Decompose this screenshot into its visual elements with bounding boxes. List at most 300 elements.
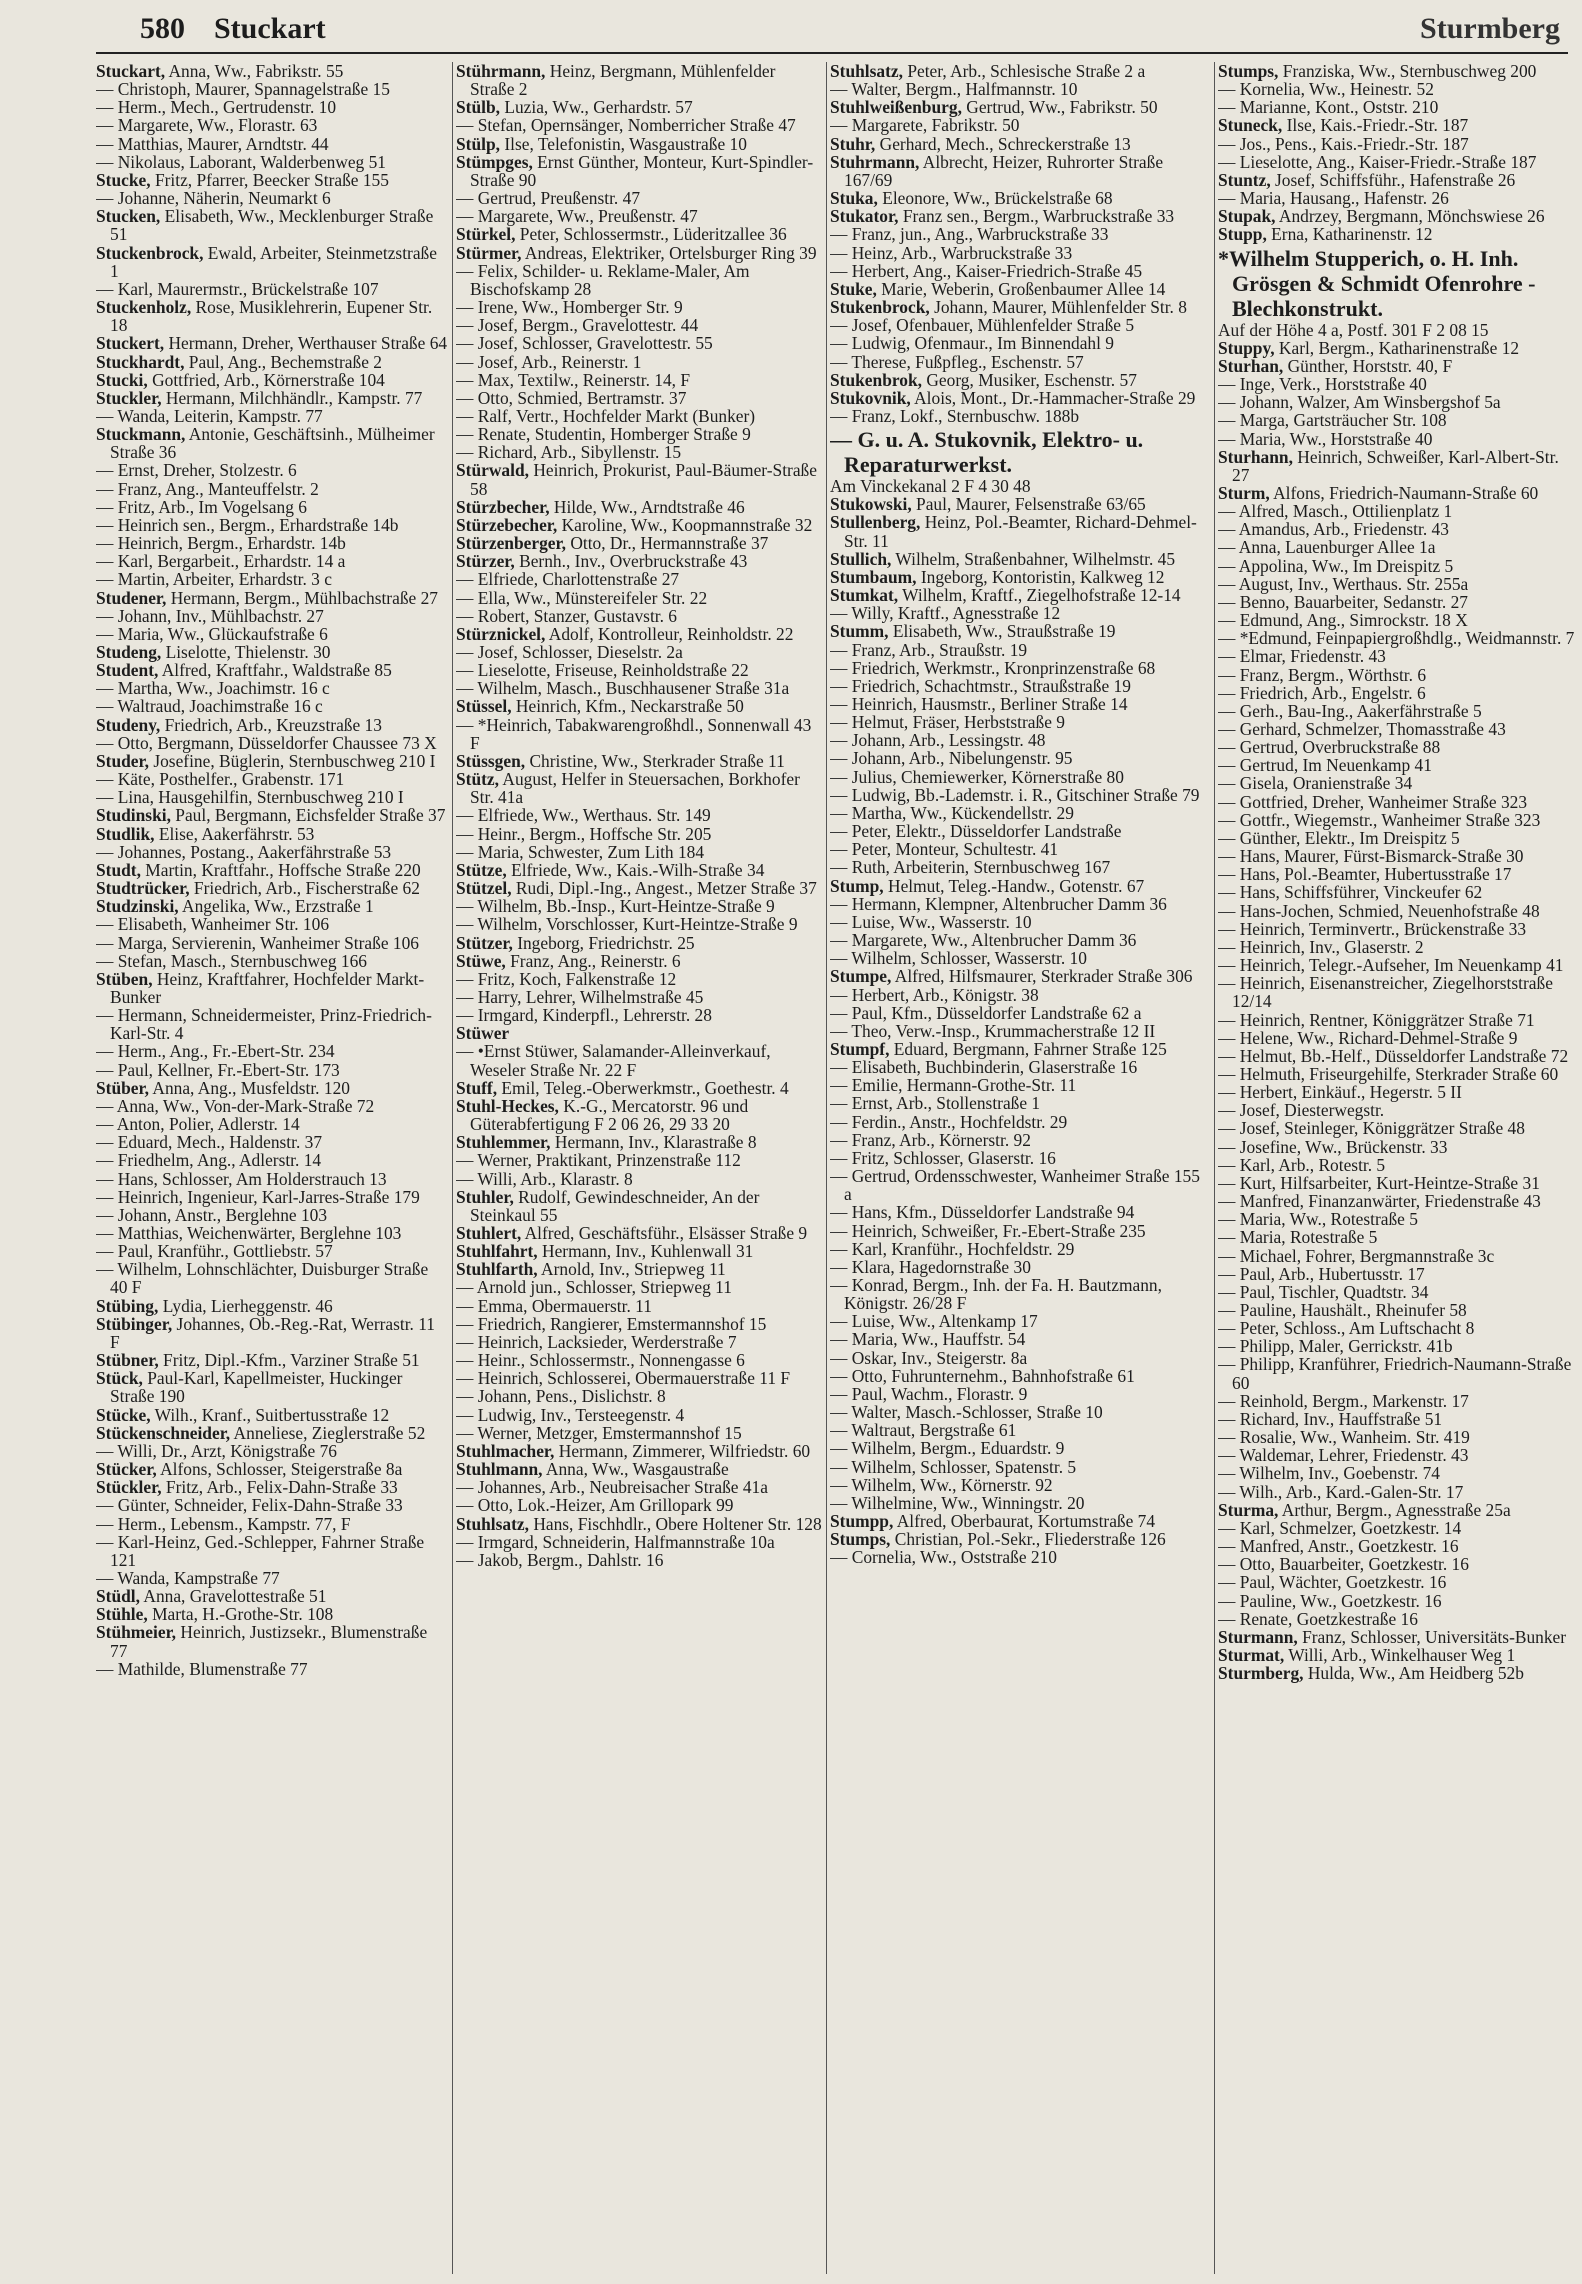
entry-surname: Studer, xyxy=(96,750,149,771)
entry-details: — Oskar, Inv., Steigerstr. 8a xyxy=(830,1347,1028,1368)
entry-details: — Emma, Obermauerstr. 11 xyxy=(456,1295,652,1316)
directory-entry xyxy=(456,806,822,824)
entry-details: — Maria, Hausang., Hafenstr. 26 xyxy=(1218,188,1449,209)
entry-surname: Sturma, xyxy=(1218,1499,1279,1520)
entry-details: — Heinr., Bergm., Hoffsche Str. 205 xyxy=(456,823,712,844)
entry-details: — Klara, Hagedornstraße 30 xyxy=(830,1256,1031,1277)
directory-entry xyxy=(830,153,1210,189)
directory-entry xyxy=(96,207,448,243)
directory-entry xyxy=(96,353,448,371)
directory-entry xyxy=(830,858,1210,876)
entry-details: Am Vinckekanal 2 F 4 30 48 xyxy=(830,476,1031,497)
entry-details: Karoline, Ww., Koopmannstraße 32 xyxy=(557,514,813,535)
entry-details: Rudi, Dipl.-Ing., Angest., Metzer Straße 37 xyxy=(511,878,817,899)
entry-surname: Stuneck, xyxy=(1218,115,1283,136)
entry-details: — Karl, Bergarbeit., Erhardstr. 14 a xyxy=(96,551,346,572)
entry-surname: Stürzenberger, xyxy=(456,533,566,554)
directory-entry xyxy=(96,879,448,897)
entry-surname: Stukowski, xyxy=(830,494,912,515)
entry-details: — Amandus, Arb., Friedenstr. 43 xyxy=(1218,519,1449,540)
entry-details: — Wilhelmine, Ww., Winningstr. 20 xyxy=(830,1492,1085,1513)
entry-details: — Maria, Schwester, Zum Lith 184 xyxy=(456,841,705,862)
entry-details: — Johannes, Postang., Aakerfährstraße 53 xyxy=(96,841,392,862)
entry-details: — Heinrich, Bergm., Erhardstr. 14b xyxy=(96,533,346,554)
entry-surname: Stütze, xyxy=(456,859,507,880)
entry-details: Ilse, Telefonistin, Wasgaustraße 10 xyxy=(500,133,747,154)
directory-entry xyxy=(830,1222,1210,1240)
entry-details: — Otto, Fuhrunternehm., Bahnhofstraße 61 xyxy=(830,1365,1135,1386)
entry-details: — Gottfried, Dreher, Wanheimer Straße 323 xyxy=(1218,791,1528,812)
entry-details: — Hermann, Klempner, Altenbrucher Damm 36 xyxy=(830,893,1167,914)
directory-entry xyxy=(96,516,448,534)
entry-details: — Gertrud, Overbruckstraße 88 xyxy=(1218,737,1441,758)
entry-details: — Stefan, Opernsänger, Nomberricher Straße 47 xyxy=(456,115,796,136)
page-number: 580 xyxy=(140,12,185,45)
entry-surname: Stupak, xyxy=(1218,206,1276,227)
directory-entry xyxy=(1218,375,1580,393)
entry-details: Eduard, Bergmann, Fahrner Straße 125 xyxy=(889,1038,1167,1059)
entry-details: — Josefine, Ww., Brückenstr. 33 xyxy=(1218,1136,1448,1157)
directory-entry xyxy=(96,915,448,933)
directory-entry xyxy=(830,1421,1210,1439)
entry-surname: Sturmberg, xyxy=(1218,1663,1304,1684)
entry-surname: Stuhlfarth, xyxy=(456,1259,538,1280)
directory-entry xyxy=(96,1170,448,1188)
directory-entry xyxy=(96,407,448,425)
entry-surname: Stullenberg, xyxy=(830,512,921,533)
directory-entry xyxy=(456,915,822,933)
directory-entry xyxy=(830,931,1210,949)
entry-details: Paul, Maurer, Felsenstraße 63/65 xyxy=(911,494,1146,515)
directory-entry xyxy=(456,1024,822,1042)
entry-details: Heinrich, Schweißer, Karl-Albert-Str. 27 xyxy=(1232,446,1559,485)
entry-details: — Helmuth, Friseurgehilfe, Sterkrader Straße 60 xyxy=(1218,1063,1559,1084)
entry-details: — Ernst, Arb., Stollenstraße 1 xyxy=(830,1093,1041,1114)
directory-entry xyxy=(456,661,822,679)
directory-entry xyxy=(456,353,822,371)
entry-details: — Friedrich, Arb., Engelstr. 6 xyxy=(1218,682,1426,703)
entry-details: — Werner, Praktikant, Prinzenstraße 112 xyxy=(456,1150,741,1171)
directory-entry xyxy=(1218,1228,1580,1246)
entry-details: — Johanne, Näherin, Neumarkt 6 xyxy=(96,188,331,209)
entry-surname: Stürmer, xyxy=(456,242,522,263)
directory-entry xyxy=(1218,411,1580,429)
directory-entry xyxy=(96,461,448,479)
entry-details: Ingeborg, Kontoristin, Kalkweg 12 xyxy=(916,566,1165,587)
entry-details: — Wilhelm, Ww., Körnerstr. 92 xyxy=(830,1474,1053,1495)
directory-entry xyxy=(1218,1519,1580,1537)
entry-details: Alfred, Kraftfahr., Waldstraße 85 xyxy=(158,660,392,681)
directory-entry xyxy=(830,622,1210,640)
directory-entry xyxy=(1218,1210,1580,1228)
entry-surname: Stuke, xyxy=(830,278,877,299)
entry-details: Paul-Karl, Kapellmeister, Huckinger Straße 190 xyxy=(110,1368,403,1407)
left-keyword: Stuckart xyxy=(214,12,326,45)
entry-details: Elisabeth, Ww., Straußstraße 19 xyxy=(888,621,1116,642)
directory-entry xyxy=(96,1042,448,1060)
directory-entry xyxy=(830,1476,1210,1494)
entry-details: Hermann, Bergm., Mühlbachstraße 27 xyxy=(166,587,438,608)
entry-details: — Harry, Lehrer, Wilhelmstraße 45 xyxy=(456,986,704,1007)
directory-entry xyxy=(456,679,822,697)
directory-entry xyxy=(96,1242,448,1260)
entry-surname: Stukenbrock, xyxy=(830,297,930,318)
directory-entry xyxy=(96,697,448,715)
entry-details: — Maria, Ww., Horststraße 40 xyxy=(1218,428,1433,449)
entry-details: — Friedrich, Rangierer, Emstermannshof 15 xyxy=(456,1313,767,1334)
entry-details: — Franz, Bergm., Wörthstr. 6 xyxy=(1218,664,1427,685)
entry-surname: Stübing, xyxy=(96,1295,159,1316)
directory-entry xyxy=(830,513,1210,549)
directory-entry xyxy=(456,861,822,879)
directory-entry xyxy=(1218,246,1580,321)
entry-details: — Heinrich sen., Bergm., Erhardstraße 14b xyxy=(96,514,399,535)
entry-surname: Stühmeier, xyxy=(96,1622,177,1643)
entry-details: Fritz, Arb., Felix-Dahn-Straße 33 xyxy=(161,1477,398,1498)
entry-details: Bernh., Inv., Overbruckstraße 43 xyxy=(514,551,748,572)
directory-entry xyxy=(830,225,1210,243)
entry-details: Andreas, Elektriker, Ortelsburger Ring 39 xyxy=(521,242,817,263)
directory-entry xyxy=(96,1605,448,1623)
entry-surname: Stumkat, xyxy=(830,585,899,606)
entry-details: Martin, Kraftfahr., Hoffsche Straße 220 xyxy=(140,859,421,880)
entry-details: Rudolf, Gewindeschneider, An der Steinkaul 55 xyxy=(470,1186,760,1225)
entry-details: Paul, Bergmann, Eichsfelder Straße 37 xyxy=(170,805,446,826)
entry-details: — Richard, Inv., Hauffstraße 51 xyxy=(1218,1408,1443,1429)
entry-details: Arnold, Inv., Striepweg 11 xyxy=(537,1259,726,1280)
entry-surname: Stülp, xyxy=(456,133,500,154)
directory-entry xyxy=(830,189,1210,207)
entry-details: — Waltraut, Bergstraße 61 xyxy=(830,1420,1017,1441)
directory-entry xyxy=(830,895,1210,913)
entry-details: — Heinr., Schlossermstr., Nonnengasse 6 xyxy=(456,1350,745,1371)
entry-details: — Richard, Arb., Sibyllenstr. 15 xyxy=(456,442,682,463)
entry-details: — Wanda, Leiterin, Kampstr. 77 xyxy=(96,405,323,426)
directory-entry xyxy=(96,1297,448,1315)
entry-surname: Stuntz, xyxy=(1218,169,1271,190)
directory-entry xyxy=(830,298,1210,316)
entry-details: Franziska, Ww., Sternbuschweg 200 xyxy=(1278,62,1537,81)
directory-entry xyxy=(456,407,822,425)
directory-entry xyxy=(96,897,448,915)
directory-entry xyxy=(830,80,1210,98)
entry-details: Alois, Mont., Dr.-Hammacher-Straße 29 xyxy=(910,387,1196,408)
entry-details: Hermann, Milchhändlr., Kampstr. 77 xyxy=(161,387,423,408)
entry-details: — Gertrud, Preußenstr. 47 xyxy=(456,188,641,209)
directory-entry xyxy=(1218,153,1580,171)
entry-details: — Eduard, Mech., Haldenstr. 37 xyxy=(96,1132,323,1153)
entry-details: Ernst Günther, Monteur, Kurt-Spindler-Straße 90 xyxy=(470,151,814,190)
entry-surname: Studlik, xyxy=(96,823,155,844)
entry-details: — Julius, Chemiewerker, Körnerstraße 80 xyxy=(830,766,1124,787)
entry-surname: Stücker, xyxy=(96,1459,157,1480)
entry-details: — Elmar, Friedenstr. 43 xyxy=(1218,646,1386,667)
directory-entry xyxy=(1218,811,1580,829)
entry-details: — Ruth, Arbeiterin, Sternbuschweg 167 xyxy=(830,857,1111,878)
entry-details: — Stefan, Masch., Sternbuschweg 166 xyxy=(96,950,367,971)
entry-surname: Stückenschneider, xyxy=(96,1422,231,1443)
entry-details: Friedrich, Arb., Kreuzstraße 13 xyxy=(160,714,382,735)
entry-surname: Stüdl, xyxy=(96,1586,140,1607)
right-keyword: Sturmberg xyxy=(1420,12,1560,45)
entry-details: — Fritz, Koch, Falkenstraße 12 xyxy=(456,968,677,989)
directory-entry xyxy=(456,516,822,534)
entry-details: — Herm., Lebensm., Kampstr. 77, F xyxy=(96,1513,351,1534)
entry-surname: Stuhlweißenburg, xyxy=(830,97,962,118)
directory-entry xyxy=(830,1113,1210,1131)
entry-details: — Ludwig, Bb.-Lademstr. i. R., Gitschiner Straße 79 xyxy=(830,784,1200,805)
entry-details: — Matthias, Maurer, Arndtstr. 44 xyxy=(96,133,329,154)
directory-entry xyxy=(1218,920,1580,938)
entry-details: Hermann, Inv., Klarastraße 8 xyxy=(550,1132,757,1153)
directory-entry xyxy=(96,770,448,788)
entry-details: Helmut, Teleg.-Handw., Gotenstr. 67 xyxy=(883,875,1145,896)
entry-surname: Stupp, xyxy=(1218,224,1267,245)
directory-entry xyxy=(830,840,1210,858)
entry-details: Antonie, Geschäftsinh., Mülheimer Straße 36 xyxy=(110,424,435,463)
directory-entry xyxy=(1218,1319,1580,1337)
directory-entry xyxy=(1218,80,1580,98)
directory-entry xyxy=(1218,339,1580,357)
entry-details: — Helmut, Fräser, Herbststraße 9 xyxy=(830,712,1065,733)
entry-surname: Stucki, xyxy=(96,369,148,390)
directory-entry xyxy=(830,116,1210,134)
directory-entry xyxy=(456,1297,822,1315)
directory-entry xyxy=(96,1424,448,1442)
directory-entry xyxy=(1218,116,1580,134)
column-divider xyxy=(826,62,827,2274)
entry-details: — Wilhelm, Vorschlosser, Kurt-Heintze-Straße 9 xyxy=(456,914,798,935)
entry-details: — Fritz, Arb., Im Vogelsang 6 xyxy=(96,496,307,517)
entry-details: Ingeborg, Friedrichstr. 25 xyxy=(512,932,695,953)
entry-surname: Stukenbrok, xyxy=(830,369,922,390)
entry-details: — Alfred, Masch., Ottilienplatz 1 xyxy=(1218,501,1453,522)
directory-entry xyxy=(830,1439,1210,1457)
directory-entry xyxy=(830,1076,1210,1094)
directory-entry xyxy=(1218,1628,1580,1646)
column-divider xyxy=(1214,62,1215,2274)
entry-details: Peter, Arb., Schlesische Straße 2 a xyxy=(902,62,1146,81)
entry-surname: Stumpf, xyxy=(830,1038,890,1059)
directory-entry xyxy=(96,1460,448,1478)
entry-details: — Gisela, Oranienstraße 34 xyxy=(1218,773,1413,794)
entry-details: — Heinrich, Eisenanstreicher, Ziegelhorststraße 12/14 xyxy=(1218,973,1553,1012)
entry-details: — Hans, Maurer, Fürst-Bismarck-Straße 30 xyxy=(1218,846,1524,867)
entry-details: — *Edmund, Feinpapiergroßhdlg., Weidmannstr. 7 xyxy=(1218,628,1575,649)
directory-entry xyxy=(456,244,822,262)
directory-entry xyxy=(830,1367,1210,1385)
directory-entry xyxy=(830,604,1210,622)
directory-entry xyxy=(830,768,1210,786)
entry-details: — Paul, Kfm., Düsseldorfer Landstraße 62 a xyxy=(830,1002,1142,1023)
directory-entry xyxy=(1218,502,1580,520)
directory-entry xyxy=(456,589,822,607)
directory-entry xyxy=(456,952,822,970)
entry-details: — Josef, Diesterwegstr. xyxy=(1218,1100,1385,1121)
directory-entry xyxy=(96,734,448,752)
entry-details: Franz sen., Bergm., Warbruckstraße 33 xyxy=(898,206,1175,227)
directory-entry xyxy=(456,1151,822,1169)
entry-details: — Luise, Ww., Altenkamp 17 xyxy=(830,1311,1038,1332)
directory-entry xyxy=(830,1349,1210,1367)
entry-surname: Stuhler, xyxy=(456,1186,514,1207)
entry-details: — Heinrich, Inv., Glaserstr. 2 xyxy=(1218,936,1424,957)
entry-details: — Otto, Lok.-Heizer, Am Grillopark 99 xyxy=(456,1495,734,1516)
entry-surname: Stumpp, xyxy=(830,1511,894,1532)
entry-surname: Stuff, xyxy=(456,1077,498,1098)
directory-entry xyxy=(1218,938,1580,956)
entry-surname: Stuhlfahrt, xyxy=(456,1241,538,1262)
directory-entry xyxy=(830,749,1210,767)
directory-entry xyxy=(96,970,448,1006)
entry-surname: Stuhlmann, xyxy=(456,1459,543,1480)
entry-surname: Sturhann, xyxy=(1218,446,1293,467)
directory-entry xyxy=(1218,865,1580,883)
entry-details: August, Helfer in Steuersachen, Borkhofer Str. 41a xyxy=(470,769,800,808)
entry-surname: Stuckmann, xyxy=(96,424,186,445)
entry-surname: Stüssel, xyxy=(456,696,512,717)
entry-details: — Martha, Ww., Kückendellstr. 29 xyxy=(830,802,1074,823)
entry-details: Gertrud, Ww., Fabrikstr. 50 xyxy=(961,97,1158,118)
entry-surname: Stucken, xyxy=(96,206,161,227)
directory-entry xyxy=(1218,484,1580,502)
entry-details: — Matthias, Weichenwärter, Berglehne 103 xyxy=(96,1223,402,1243)
directory-entry xyxy=(456,1006,822,1024)
column-divider xyxy=(452,62,453,2274)
entry-details: Wilhelm, Straßenbahner, Wilhelmstr. 45 xyxy=(891,548,1176,569)
entry-details: Anna, Gravelottestraße 51 xyxy=(140,1586,327,1607)
entry-details: — Konrad, Bergm., Inh. der Fa. H. Bautzmann, Königstr. 26/28 F xyxy=(830,1275,1162,1314)
entry-details: — Josef, Ofenbauer, Mühlenfelder Straße 5 xyxy=(830,315,1135,336)
directory-entry xyxy=(1218,1410,1580,1428)
entry-surname: Sturmat, xyxy=(1218,1644,1285,1665)
directory-entry xyxy=(830,135,1210,153)
entry-surname: Stukator, xyxy=(830,206,899,227)
entry-surname: Studeny, xyxy=(96,714,161,735)
directory-entry xyxy=(456,225,822,243)
directory-entry xyxy=(96,1496,448,1514)
directory-entry xyxy=(96,1660,448,1678)
entry-details: — Rosalie, Ww., Wanheim. Str. 419 xyxy=(1218,1427,1470,1448)
entry-details: — Wilhelm, Inv., Goebenstr. 74 xyxy=(1218,1463,1440,1484)
entry-surname: Stumm, xyxy=(830,621,889,642)
directory-entry xyxy=(96,1224,448,1242)
entry-details: — Hermann, Schneidermeister, Prinz-Friedrich-Karl-Str. 4 xyxy=(96,1005,432,1044)
entry-details: — Paul, Kranführ., Gottliebstr. 57 xyxy=(96,1241,333,1262)
directory-entry xyxy=(1218,829,1580,847)
entry-details: Heinrich, Kfm., Neckarstraße 50 xyxy=(511,696,744,717)
entry-surname: Stuka, xyxy=(830,188,878,209)
entry-details: — Kornelia, Ww., Heinestr. 52 xyxy=(1218,79,1434,100)
entry-details: — Helene, Ww., Richard-Dehmel-Straße 9 xyxy=(1218,1027,1518,1048)
directory-entry xyxy=(830,967,1210,985)
directory-entry xyxy=(96,1206,448,1224)
entry-details: Auf der Höhe 4 a, Postf. 301 F 2 08 15 xyxy=(1218,319,1489,340)
entry-details: — Ella, Ww., Münstereifeler Str. 22 xyxy=(456,587,708,608)
entry-details: — Hans-Jochen, Schmied, Neuenhofstraße 48 xyxy=(1218,900,1540,921)
directory-entry xyxy=(830,1040,1210,1058)
entry-details: — Karl, Arb., Rotestr. 5 xyxy=(1218,1154,1386,1175)
directory-entry xyxy=(1218,575,1580,593)
entry-surname: Stuhlemmer, xyxy=(456,1132,551,1153)
directory-entry xyxy=(830,244,1210,262)
directory-entry xyxy=(1218,1501,1580,1519)
entry-details: — Marga, Gartsträucher Str. 108 xyxy=(1218,410,1447,431)
entry-details: — Margarete, Fabrikstr. 50 xyxy=(830,115,1020,136)
entry-details: — Gertrud, Ordensschwester, Wanheimer Straße 155 a xyxy=(830,1166,1200,1205)
entry-details: — Renate, Goetzkestraße 16 xyxy=(1218,1608,1418,1629)
directory-entry xyxy=(830,986,1210,1004)
entry-details: — Johann, Anstr., Berglehne 103 xyxy=(96,1204,328,1225)
directory-entry xyxy=(830,353,1210,371)
directory-entry xyxy=(830,389,1210,407)
directory-entry xyxy=(456,1387,822,1405)
directory-entry xyxy=(1218,321,1580,339)
entry-surname: Studt, xyxy=(96,859,141,880)
directory-entry xyxy=(830,641,1210,659)
entry-details: — Lina, Hausgehilfin, Sternbuschweg 210 I xyxy=(96,787,404,808)
entry-details: — Günther, Elektr., Im Dreispitz 5 xyxy=(1218,827,1460,848)
directory-entry xyxy=(96,589,448,607)
entry-details: — Elisabeth, Buchbinderin, Glaserstraße 16 xyxy=(830,1057,1138,1078)
directory-entry xyxy=(96,425,448,461)
directory-entry xyxy=(456,1351,822,1369)
directory-entry xyxy=(456,1551,822,1569)
directory-entry xyxy=(96,1569,448,1587)
directory-entry xyxy=(96,1315,448,1351)
entry-details: — Wilh., Arb., Kard.-Galen-Str. 17 xyxy=(1218,1481,1464,1502)
entry-details: — Maria, Rotestraße 5 xyxy=(1218,1227,1378,1248)
directory-entry xyxy=(830,1022,1210,1040)
directory-entry xyxy=(456,1097,822,1133)
directory-entry xyxy=(96,934,448,952)
entry-details: — Willy, Kraftf., Agnesstraße 12 xyxy=(830,603,1061,624)
entry-details: Fritz, Dipl.-Kfm., Varziner Straße 51 xyxy=(158,1350,420,1371)
entry-details: — Philipp, Maler, Gerrickstr. 41b xyxy=(1218,1336,1453,1357)
entry-surname: Stucke, xyxy=(96,169,151,190)
entry-details: — Lieselotte, Friseuse, Reinholdstraße 22 xyxy=(456,660,749,681)
directory-entry xyxy=(1218,883,1580,901)
directory-entry xyxy=(456,1042,822,1078)
entry-details: — Heinrich, Lacksieder, Werderstraße 7 xyxy=(456,1331,737,1352)
entry-surname: Studtrücker, xyxy=(96,878,190,899)
entry-details: — August, Inv., Werthaus. Str. 255a xyxy=(1218,573,1469,594)
directory-entry xyxy=(456,934,822,952)
entry-details: Willi, Arb., Winkelhauser Weg 1 xyxy=(1284,1644,1516,1665)
entry-surname: Stürkel, xyxy=(456,224,516,245)
directory-entry xyxy=(830,1385,1210,1403)
entry-details: — Friedrich, Werkmstr., Kronprinzenstraße 68 xyxy=(830,657,1156,678)
directory-entry xyxy=(1218,1464,1580,1482)
directory-entry xyxy=(456,1460,822,1478)
entry-details: — Jakob, Bergm., Dahlstr. 16 xyxy=(456,1549,664,1570)
directory-entry xyxy=(456,770,822,806)
entry-details: — Margarete, Ww., Florastr. 63 xyxy=(96,115,318,136)
directory-entry xyxy=(830,1240,1210,1258)
entry-details: — *Heinrich, Tabakwarengroßhdl., Sonnenwall 43 F xyxy=(456,714,812,753)
entry-details: — Ralf, Vertr., Hochfelder Markt (Bunker) xyxy=(456,405,756,426)
entry-details: Lydia, Lierheggenstr. 46 xyxy=(158,1295,333,1316)
entry-details: — Peter, Elektr., Düsseldorfer Landstraße xyxy=(830,821,1122,842)
entry-details: — Marianne, Kont., Oststr. 210 xyxy=(1218,97,1439,118)
page-header xyxy=(0,8,1582,50)
entry-details: — Fritz, Schlosser, Glaserstr. 16 xyxy=(830,1147,1056,1168)
entry-details: Franz, Schlosser, Universitäts-Bunker xyxy=(1297,1626,1567,1647)
entry-details: — G. u. A. Stukovnik, Elektro- u. Reparaturwerkst. xyxy=(830,427,1144,478)
entry-details: Adolf, Kontrolleur, Reinholdstr. 22 xyxy=(545,623,794,644)
directory-entry xyxy=(1218,756,1580,774)
entry-surname: Stürzbecher, xyxy=(456,496,550,517)
